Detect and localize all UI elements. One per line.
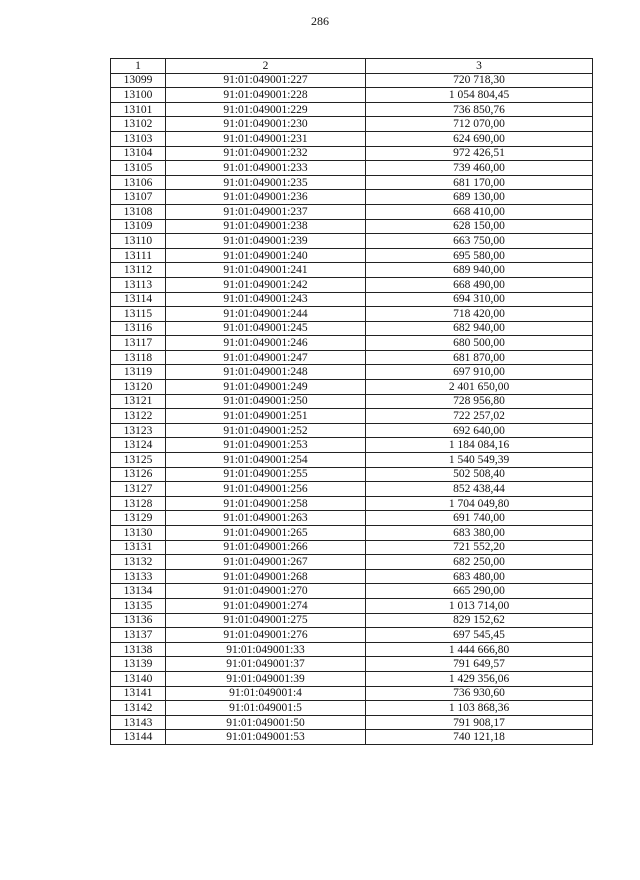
value-cell: 712 070,00 <box>366 117 593 132</box>
row-number-cell: 13105 <box>111 161 166 176</box>
table-row <box>111 350 593 365</box>
value-cell: 720 718,30 <box>366 73 593 88</box>
table-row <box>111 598 593 613</box>
value-cell: 668 490,00 <box>366 277 593 292</box>
row-number-cell: 13129 <box>111 511 166 526</box>
value-cell: 681 870,00 <box>366 350 593 365</box>
row-number-cell: 13125 <box>111 453 166 468</box>
column-header-3: 3 <box>366 59 593 74</box>
cadastral-number-cell: 91:01:049001:5 <box>166 701 366 716</box>
value-cell: 682 250,00 <box>366 555 593 570</box>
row-number-cell: 13126 <box>111 467 166 482</box>
row-number-cell: 13111 <box>111 248 166 263</box>
table-row <box>111 277 593 292</box>
value-cell: 852 438,44 <box>366 482 593 497</box>
row-number-cell: 13116 <box>111 321 166 336</box>
table-row <box>111 526 593 541</box>
row-number-cell: 13133 <box>111 569 166 584</box>
cadastral-number-cell: 91:01:049001:249 <box>166 380 366 395</box>
value-cell: 1 429 356,06 <box>366 671 593 686</box>
table-row <box>111 204 593 219</box>
value-cell: 1 013 714,00 <box>366 598 593 613</box>
table-row <box>111 175 593 190</box>
row-number-cell: 13124 <box>111 438 166 453</box>
value-cell: 740 121,18 <box>366 730 593 745</box>
value-cell: 694 310,00 <box>366 292 593 307</box>
row-number-cell: 13103 <box>111 131 166 146</box>
cadastral-number-cell: 91:01:049001:232 <box>166 146 366 161</box>
row-number-cell: 13110 <box>111 234 166 249</box>
header-row <box>111 59 593 74</box>
cadastral-number-cell: 91:01:049001:268 <box>166 569 366 584</box>
row-number-cell: 13115 <box>111 307 166 322</box>
value-cell: 689 940,00 <box>366 263 593 278</box>
cadastral-number-cell: 91:01:049001:240 <box>166 248 366 263</box>
value-cell: 628 150,00 <box>366 219 593 234</box>
cadastral-number-cell: 91:01:049001:275 <box>166 613 366 628</box>
cadastral-number-cell: 91:01:049001:50 <box>166 715 366 730</box>
cadastral-number-cell: 91:01:049001:241 <box>166 263 366 278</box>
cadastral-number-cell: 91:01:049001:266 <box>166 540 366 555</box>
row-number-cell: 13112 <box>111 263 166 278</box>
cadastral-number-cell: 91:01:049001:4 <box>166 686 366 701</box>
table-row <box>111 321 593 336</box>
row-number-cell: 13142 <box>111 701 166 716</box>
cadastral-number-cell: 91:01:049001:274 <box>166 598 366 613</box>
value-cell: 736 850,76 <box>366 102 593 117</box>
value-cell: 668 410,00 <box>366 204 593 219</box>
cadastral-number-cell: 91:01:049001:265 <box>166 526 366 541</box>
table-row <box>111 365 593 380</box>
cadastral-number-cell: 91:01:049001:238 <box>166 219 366 234</box>
table-row <box>111 540 593 555</box>
value-cell: 791 908,17 <box>366 715 593 730</box>
table-row <box>111 453 593 468</box>
cadastral-number-cell: 91:01:049001:267 <box>166 555 366 570</box>
table-row <box>111 642 593 657</box>
row-number-cell: 13136 <box>111 613 166 628</box>
value-cell: 2 401 650,00 <box>366 380 593 395</box>
value-cell: 1 103 868,36 <box>366 701 593 716</box>
value-cell: 1 444 666,80 <box>366 642 593 657</box>
value-cell: 1 184 084,16 <box>366 438 593 453</box>
value-cell: 739 460,00 <box>366 161 593 176</box>
cadastral-number-cell: 91:01:049001:231 <box>166 131 366 146</box>
table-row <box>111 569 593 584</box>
cadastral-number-cell: 91:01:049001:53 <box>166 730 366 745</box>
table-row <box>111 88 593 103</box>
table-row <box>111 73 593 88</box>
value-cell: 1 704 049,80 <box>366 496 593 511</box>
row-number-cell: 13119 <box>111 365 166 380</box>
value-cell: 691 740,00 <box>366 511 593 526</box>
value-cell: 1 054 804,45 <box>366 88 593 103</box>
table-row <box>111 248 593 263</box>
row-number-cell: 13138 <box>111 642 166 657</box>
row-number-cell: 13107 <box>111 190 166 205</box>
row-number-cell: 13141 <box>111 686 166 701</box>
cadastral-number-cell: 91:01:049001:242 <box>166 277 366 292</box>
table-row <box>111 394 593 409</box>
value-cell: 681 170,00 <box>366 175 593 190</box>
cadastral-number-cell: 91:01:049001:248 <box>166 365 366 380</box>
value-cell: 791 649,57 <box>366 657 593 672</box>
cadastral-number-cell: 91:01:049001:243 <box>166 292 366 307</box>
value-cell: 680 500,00 <box>366 336 593 351</box>
value-cell: 683 480,00 <box>366 569 593 584</box>
table-row <box>111 263 593 278</box>
table-row <box>111 628 593 643</box>
cadastral-number-cell: 91:01:049001:235 <box>166 175 366 190</box>
table-row <box>111 423 593 438</box>
table-row <box>111 496 593 511</box>
cadastral-number-cell: 91:01:049001:251 <box>166 409 366 424</box>
cadastral-number-cell: 91:01:049001:270 <box>166 584 366 599</box>
cadastral-number-cell: 91:01:049001:256 <box>166 482 366 497</box>
row-number-cell: 13108 <box>111 204 166 219</box>
row-number-cell: 13131 <box>111 540 166 555</box>
row-number-cell: 13132 <box>111 555 166 570</box>
cadastral-number-cell: 91:01:049001:247 <box>166 350 366 365</box>
table-row <box>111 219 593 234</box>
table-row <box>111 584 593 599</box>
table-row <box>111 613 593 628</box>
row-number-cell: 13134 <box>111 584 166 599</box>
row-number-cell: 13118 <box>111 350 166 365</box>
row-number-cell: 13121 <box>111 394 166 409</box>
table-row <box>111 467 593 482</box>
cadastral-number-cell: 91:01:049001:37 <box>166 657 366 672</box>
value-cell: 665 290,00 <box>366 584 593 599</box>
page-number: 286 <box>311 14 329 28</box>
value-cell: 972 426,51 <box>366 146 593 161</box>
cadastral-number-cell: 91:01:049001:228 <box>166 88 366 103</box>
row-number-cell: 13102 <box>111 117 166 132</box>
cadastral-number-cell: 91:01:049001:33 <box>166 642 366 657</box>
value-cell: 722 257,02 <box>366 409 593 424</box>
cadastral-number-cell: 91:01:049001:233 <box>166 161 366 176</box>
cadastral-number-cell: 91:01:049001:230 <box>166 117 366 132</box>
value-cell: 502 508,40 <box>366 467 593 482</box>
cadastral-number-cell: 91:01:049001:252 <box>166 423 366 438</box>
row-number-cell: 13140 <box>111 671 166 686</box>
cadastral-number-cell: 91:01:049001:276 <box>166 628 366 643</box>
table-header <box>111 59 593 74</box>
table-row <box>111 234 593 249</box>
value-cell: 697 910,00 <box>366 365 593 380</box>
cadastral-number-cell: 91:01:049001:250 <box>166 394 366 409</box>
value-cell: 697 545,45 <box>366 628 593 643</box>
value-cell: 736 930,60 <box>366 686 593 701</box>
table-row <box>111 409 593 424</box>
row-number-cell: 13101 <box>111 102 166 117</box>
cadastral-value-table <box>110 58 593 745</box>
row-number-cell: 13106 <box>111 175 166 190</box>
table-row <box>111 161 593 176</box>
row-number-cell: 13114 <box>111 292 166 307</box>
value-cell: 1 540 549,39 <box>366 453 593 468</box>
table-row <box>111 701 593 716</box>
cadastral-number-cell: 91:01:049001:227 <box>166 73 366 88</box>
table-row <box>111 380 593 395</box>
value-cell: 692 640,00 <box>366 423 593 438</box>
row-number-cell: 13143 <box>111 715 166 730</box>
value-cell: 721 552,20 <box>366 540 593 555</box>
cadastral-number-cell: 91:01:049001:239 <box>166 234 366 249</box>
table-row <box>111 438 593 453</box>
value-cell: 718 420,00 <box>366 307 593 322</box>
row-number-cell: 13120 <box>111 380 166 395</box>
table-row <box>111 190 593 205</box>
cadastral-number-cell: 91:01:049001:254 <box>166 453 366 468</box>
table-row <box>111 102 593 117</box>
table-row <box>111 131 593 146</box>
table-row <box>111 292 593 307</box>
row-number-cell: 13128 <box>111 496 166 511</box>
value-cell: 682 940,00 <box>366 321 593 336</box>
cadastral-number-cell: 91:01:049001:246 <box>166 336 366 351</box>
table-row <box>111 307 593 322</box>
value-cell: 829 152,62 <box>366 613 593 628</box>
row-number-cell: 13127 <box>111 482 166 497</box>
cadastral-number-cell: 91:01:049001:236 <box>166 190 366 205</box>
table-row <box>111 117 593 132</box>
cadastral-number-cell: 91:01:049001:253 <box>166 438 366 453</box>
table-row <box>111 146 593 161</box>
value-cell: 663 750,00 <box>366 234 593 249</box>
row-number-cell: 13137 <box>111 628 166 643</box>
table-row <box>111 671 593 686</box>
table-row <box>111 555 593 570</box>
table-row <box>111 336 593 351</box>
row-number-cell: 13144 <box>111 730 166 745</box>
value-cell: 695 580,00 <box>366 248 593 263</box>
value-cell: 624 690,00 <box>366 131 593 146</box>
row-number-cell: 13123 <box>111 423 166 438</box>
cadastral-number-cell: 91:01:049001:237 <box>166 204 366 219</box>
row-number-cell: 13109 <box>111 219 166 234</box>
cadastral-number-cell: 91:01:049001:245 <box>166 321 366 336</box>
row-number-cell: 13113 <box>111 277 166 292</box>
row-number-cell: 13104 <box>111 146 166 161</box>
table-row <box>111 657 593 672</box>
table-row <box>111 730 593 745</box>
row-number-cell: 13100 <box>111 88 166 103</box>
cadastral-number-cell: 91:01:049001:255 <box>166 467 366 482</box>
value-cell: 683 380,00 <box>366 526 593 541</box>
table-row <box>111 686 593 701</box>
table-body <box>111 73 593 744</box>
cadastral-number-cell: 91:01:049001:258 <box>166 496 366 511</box>
cadastral-number-cell: 91:01:049001:244 <box>166 307 366 322</box>
row-number-cell: 13139 <box>111 657 166 672</box>
row-number-cell: 13130 <box>111 526 166 541</box>
column-header-1: 1 <box>111 59 166 74</box>
row-number-cell: 13099 <box>111 73 166 88</box>
row-number-cell: 13122 <box>111 409 166 424</box>
cadastral-number-cell: 91:01:049001:39 <box>166 671 366 686</box>
column-header-2: 2 <box>166 59 366 74</box>
value-cell: 689 130,00 <box>366 190 593 205</box>
table-row <box>111 482 593 497</box>
cadastral-number-cell: 91:01:049001:263 <box>166 511 366 526</box>
value-cell: 728 956,80 <box>366 394 593 409</box>
row-number-cell: 13117 <box>111 336 166 351</box>
cadastral-number-cell: 91:01:049001:229 <box>166 102 366 117</box>
row-number-cell: 13135 <box>111 598 166 613</box>
table-row <box>111 715 593 730</box>
table-row <box>111 511 593 526</box>
